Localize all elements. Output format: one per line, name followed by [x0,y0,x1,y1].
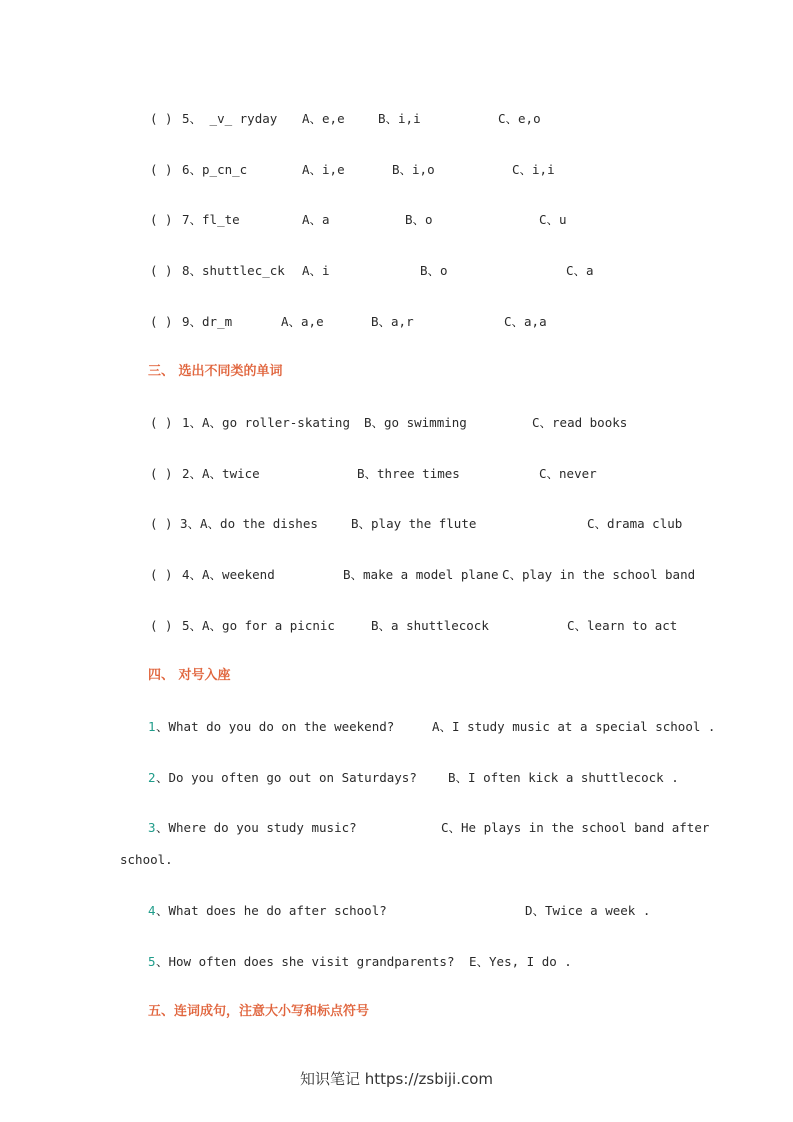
question-text: 、Do you often go out on Saturdays? [156,770,417,785]
option-c: C、learn to act [567,618,678,633]
option-a: A、a,e [281,314,324,329]
option-b: B、o [405,212,433,227]
option-c: C、never [539,466,597,481]
option-a: A、i,e [302,162,345,177]
item-number: 2 [148,770,156,785]
question-text: 8、shuttlec_ck [182,263,285,278]
option-a: A、i [302,263,330,278]
answer-text: D、Twice a week . [525,903,651,918]
option-c: C、a [566,263,594,278]
answer-text: B、I often kick a shuttlecock . [448,770,679,785]
option-b: B、o [420,263,448,278]
question-text: 6、p_cn_c [182,162,248,177]
option-b: B、play the flute [351,516,477,531]
answer-bracket: ( ) [150,314,173,329]
answer-bracket: ( ) [150,111,173,126]
answer-bracket: ( ) [150,618,173,633]
question-text: 、Where do you study music? [156,820,357,835]
answer-bracket: ( ) [150,516,173,531]
option-a: 3、A、do the dishes [180,516,318,531]
option-c: C、a,a [504,314,547,329]
option-b: B、i,o [392,162,435,177]
footer-watermark[interactable]: 知识笔记 https://zsbiji.com [299,1070,494,1088]
item-number: 5 [148,954,156,969]
option-a: 1、A、go roller-skating [182,415,350,430]
option-a: A、e,e [302,111,345,126]
answer-text: C、He plays in the school band after [441,820,710,835]
answer-bracket: ( ) [150,263,173,278]
option-a: A、a [302,212,330,227]
answer-text-continued: school. [120,852,173,867]
answer-text: A、I study music at a special school . [432,719,716,734]
answer-text: E、Yes, I do . [469,954,572,969]
option-b: B、go swimming [364,415,467,430]
option-c: C、e,o [498,111,541,126]
answer-bracket: ( ) [150,466,173,481]
answer-bracket: ( ) [150,415,173,430]
option-c: C、drama club [587,516,683,531]
section-heading: 四、 对号入座 [148,668,231,683]
option-c: C、play in the school band [502,567,696,582]
option-c: C、read books [532,415,628,430]
item-number: 4 [148,903,156,918]
section-heading: 三、 选出不同类的单词 [148,364,283,379]
question-text: 7、fl_te [182,212,240,227]
option-c: C、i,i [512,162,555,177]
question-text: 、What does he do after school? [156,903,387,918]
question-text: 9、dr_m [182,314,233,329]
option-a: 5、A、go for a picnic [182,618,335,633]
option-b: B、a shuttlecock [371,618,489,633]
item-number: 1 [148,719,156,734]
option-a: 4、A、weekend [182,567,275,582]
section-heading: 五、连词成句，注意大小写和标点符号 [148,1004,370,1019]
answer-bracket: ( ) [150,567,173,582]
option-a: 2、A、twice [182,466,260,481]
question-text: 5、 _v_ ryday [182,111,278,126]
option-b: B、make a model plane [343,567,499,582]
question-text: 、How often does she visit grandparents? [156,954,455,969]
option-c: C、u [539,212,567,227]
answer-bracket: ( ) [150,212,173,227]
question-text: 、What do you do on the weekend? [156,719,395,734]
answer-bracket: ( ) [150,162,173,177]
option-b: B、three times [357,466,460,481]
option-b: B、a,r [371,314,414,329]
item-number: 3 [148,820,156,835]
option-b: B、i,i [378,111,421,126]
